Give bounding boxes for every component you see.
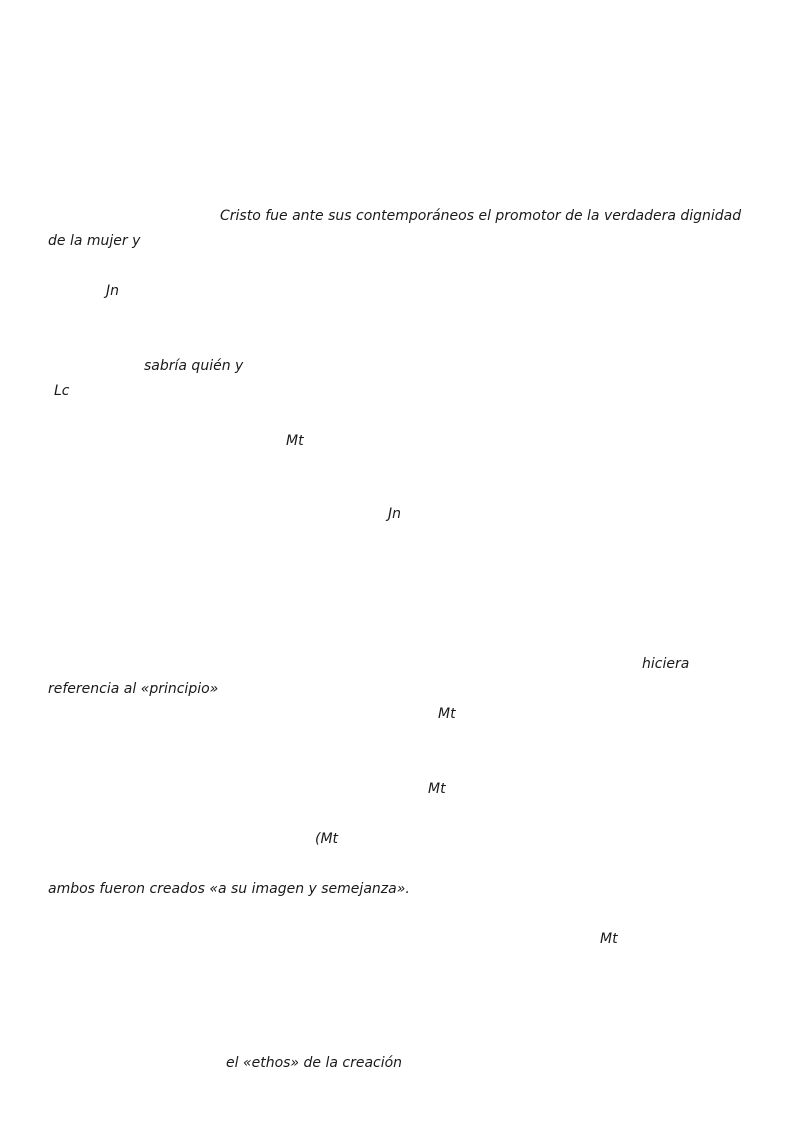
text-fragment: ambos fueron creados «a su imagen y semejanza».	[48, 881, 410, 897]
scripture-ref: Lc	[54, 383, 70, 399]
text-fragment: Cristo fue ante sus contemporáneos el promotor de la verdadera dignidad	[220, 208, 742, 224]
scripture-ref: (Mt	[315, 831, 339, 847]
scripture-ref: Mt	[286, 433, 304, 449]
scripture-ref: Mt	[600, 931, 618, 947]
scripture-ref: Mt	[438, 706, 456, 722]
text-fragment: sabría quién y	[144, 358, 244, 374]
scripture-ref: Mt	[428, 781, 446, 797]
scripture-ref: Jn	[106, 283, 120, 299]
text-fragment: hiciera	[642, 656, 690, 672]
text-fragment: el «ethos» de la creación	[226, 1055, 403, 1071]
text-fragment: referencia al «principio»	[48, 681, 219, 697]
text-fragment: de la mujer y	[48, 233, 141, 249]
scripture-ref: Jn	[388, 506, 402, 522]
